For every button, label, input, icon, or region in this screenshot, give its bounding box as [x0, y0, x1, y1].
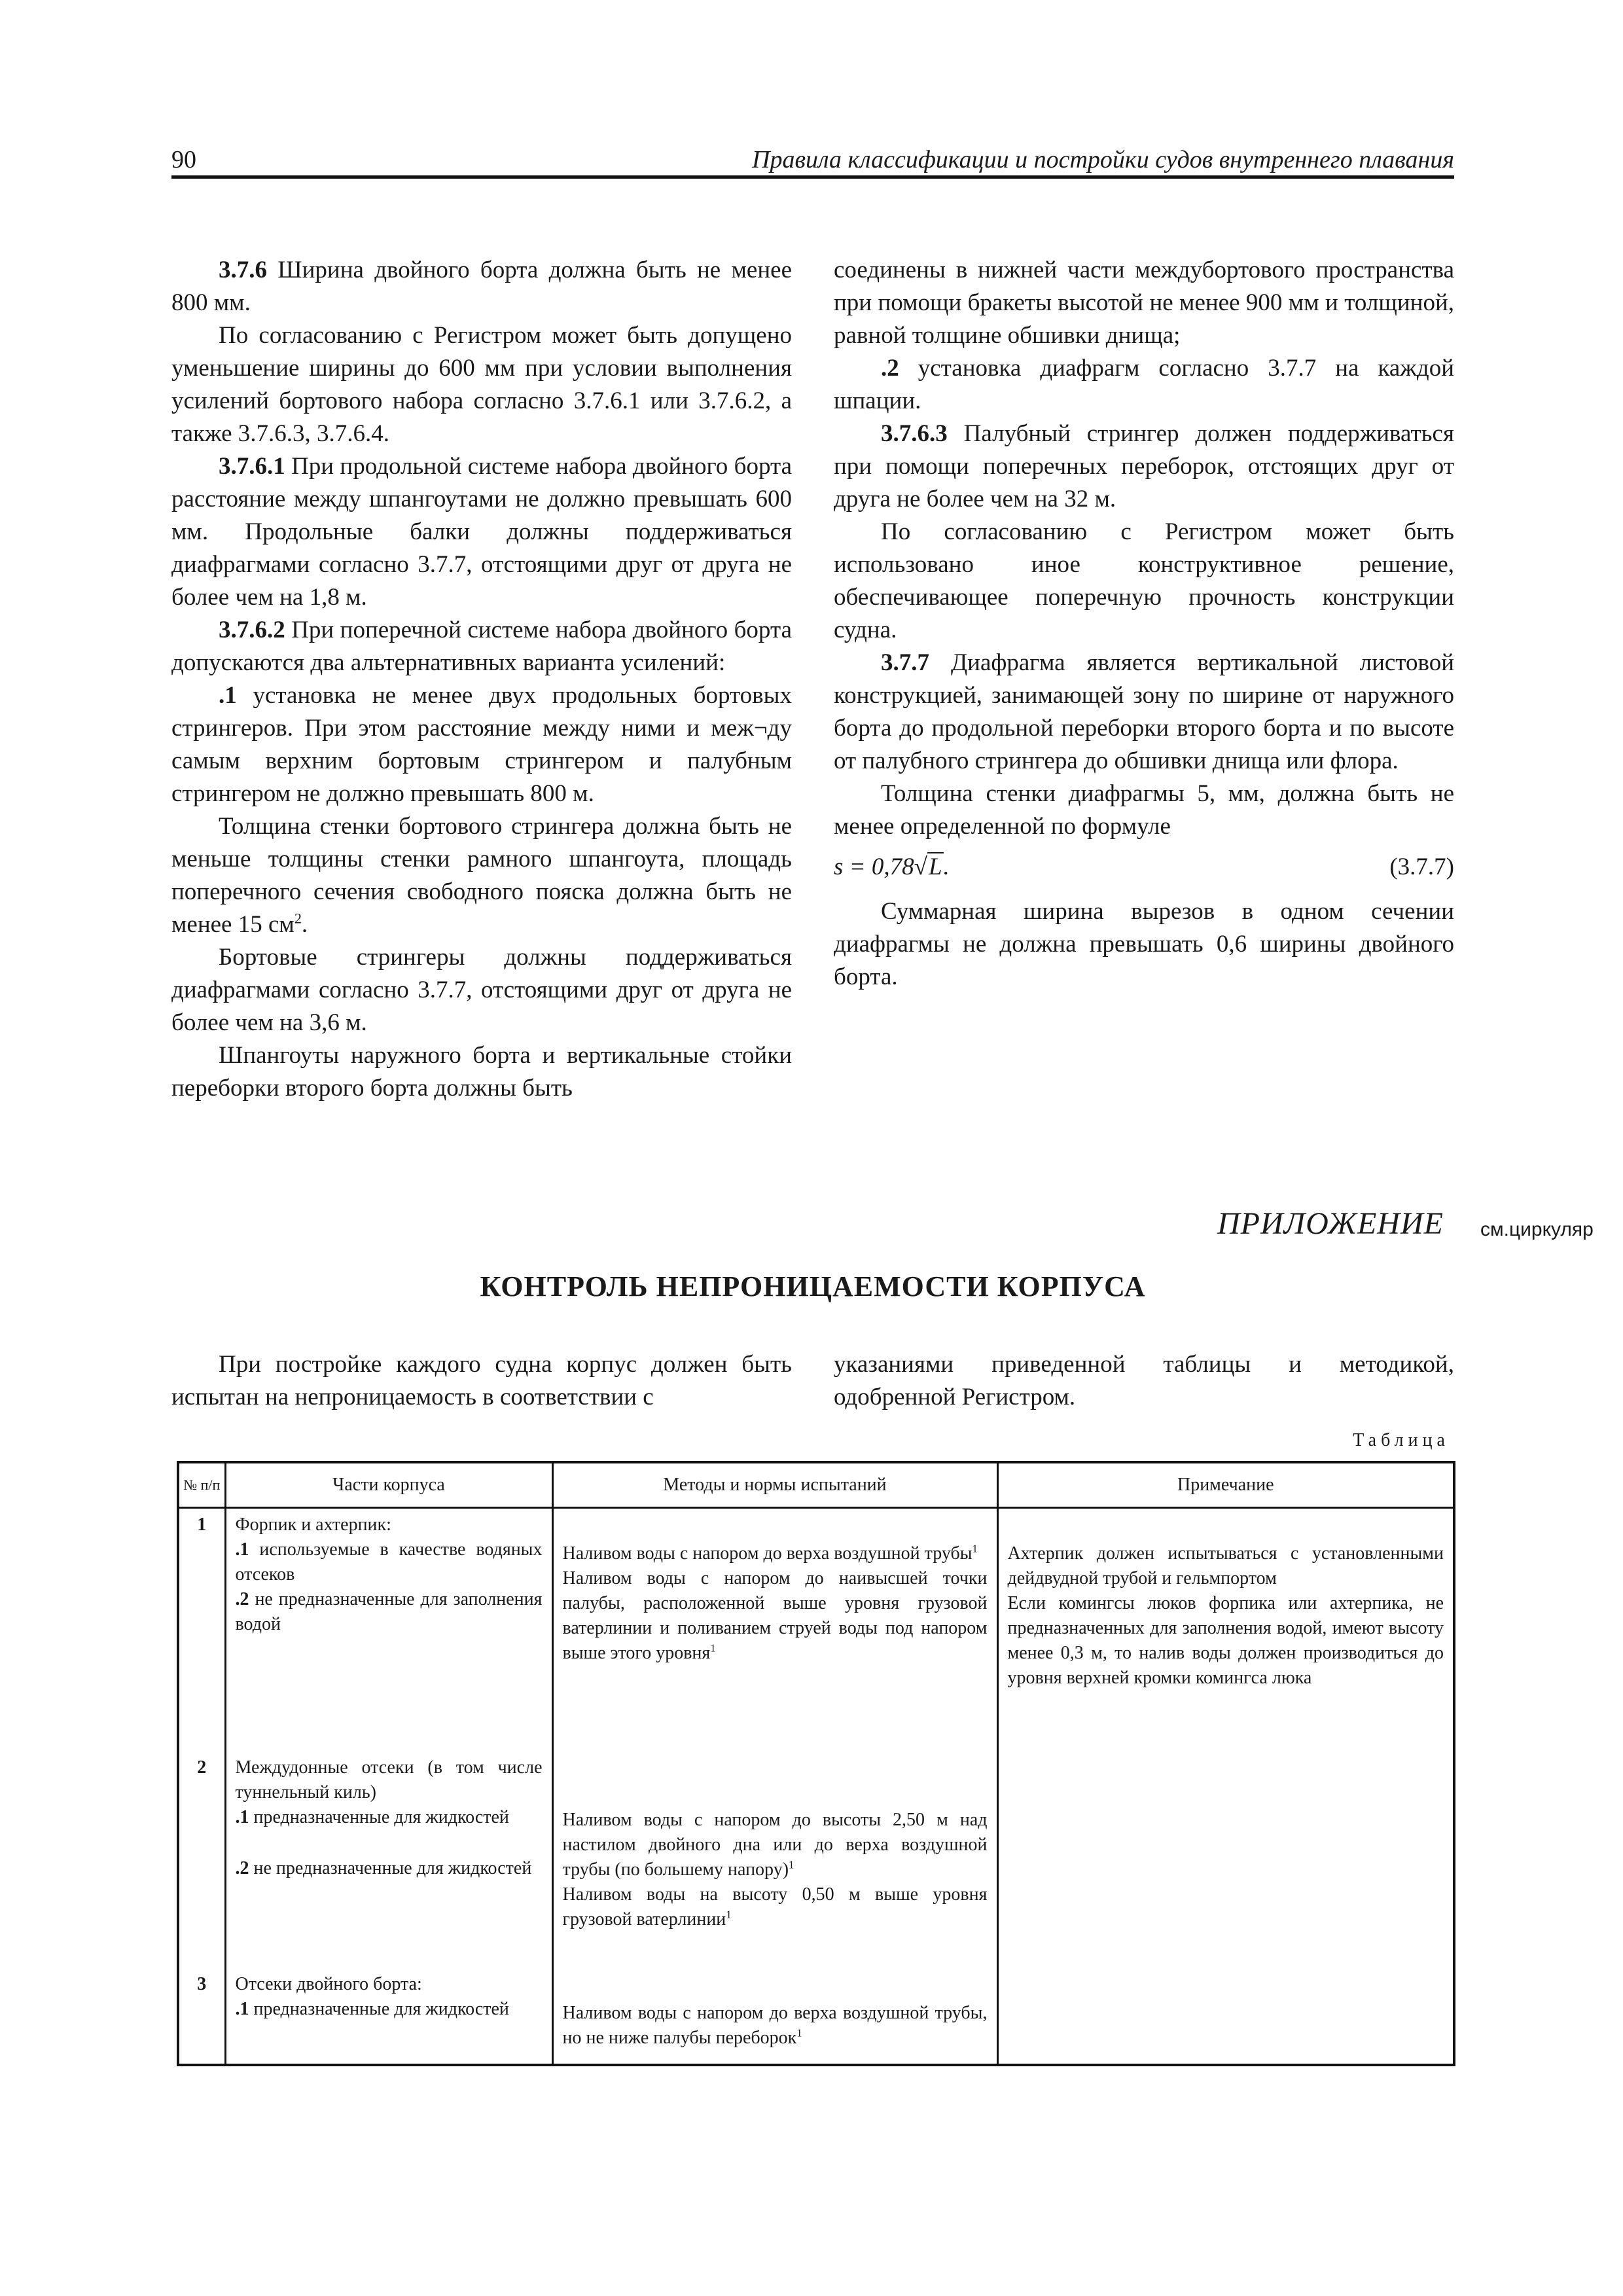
paragraph-reduction: По согласованию с Регистром может быть допущено уменьшение ширины до 600 мм при условии выполнения усилений бортового набора согласно 3.7.6.1 или 3.7.6.2, а также 3.7.6.3, 3.7.6.4. [171, 322, 792, 447]
circular-note: см.циркуляр [1480, 1219, 1594, 1240]
paragraph-option-1 [171, 679, 792, 810]
clause-text: При поперечной системе набора двойного борта допускаются два альтернативных варианта усилений: [171, 617, 792, 676]
clause-text: Толщина стенки бортового стрингера должна быть не меньше толщины стенки рамного шпангоута, площадь поперечного сечения свободного пояска должна быть не менее 15 см [171, 813, 792, 938]
hull-part-cell [225, 1508, 552, 1752]
header-test-methods: Методы и нормы испытаний [552, 1462, 997, 1508]
row-number: 1 [178, 1508, 225, 1752]
note-cell [997, 1968, 1454, 2065]
part-item [236, 1856, 543, 1881]
item-number: .1 [235, 1539, 249, 1560]
clause-text: Палубный стрингер должен поддерживаться при помощи поперечных переборок, отстоящих друг от друга не более чем на 32 м. [834, 420, 1454, 512]
item-text: используемые в качестве водяных отсеков [235, 1539, 543, 1585]
header-hull-parts: Части корпуса [225, 1462, 552, 1508]
method-text: Наливом воды с напором до высоты 2,50 м над настилом двойного дна или до верха воздушной трубы (по большему напору) [562, 1810, 988, 1880]
test-method-cell [552, 1508, 997, 1752]
clause-text: При продольной системе набора двойного борта расстояние между шпангоутами не должно превышать 600 мм. Продольные балки должны поддерживаться диафрагмами согласно 3.7.7, отстоящими друг от друга не более чем на 1,8 м. [171, 453, 792, 611]
method-item [563, 1566, 988, 1666]
paragraph-3-7-6-2 [171, 614, 792, 679]
clause-end: . [301, 911, 308, 938]
part-title: Междудонные отсеки (в том числе туннельный киль) [235, 1757, 543, 1803]
paragraph-option-2 [834, 352, 1454, 418]
formula-number: (3.7.7) [1389, 853, 1454, 880]
paragraph-alternative: По согласованию с Регистром может быть использовано иное конструктивное решение, обеспечивающее поперечную прочность конструкции судна. [834, 518, 1454, 643]
row-number: 2 [178, 1751, 225, 1968]
footnote-mark: 1 [710, 1641, 716, 1655]
clause-number: .2 [881, 355, 899, 382]
part-title: Форпик и ахтерпик: [235, 1515, 391, 1535]
part-item [236, 1537, 543, 1587]
footnote-mark: 1 [789, 1858, 794, 1871]
hull-part-cell [225, 1968, 552, 2065]
table-caption: Таблица [1353, 1430, 1450, 1450]
item-text: не предназначенные для заполнения водой [235, 1589, 543, 1634]
table-row [178, 1751, 1454, 1968]
note-cell [997, 1751, 1454, 1968]
table-row [178, 1508, 1454, 1752]
paragraph-frames: Шпангоуты наружного борта и вертикальные стойки переборки второго борта должны быть [171, 1042, 792, 1102]
hull-tightness-table [177, 1461, 1455, 2066]
paragraph-3-7-6 [171, 254, 792, 319]
appendix-label: ПРИЛОЖЕНИЕ [1217, 1206, 1444, 1241]
part-item [236, 1997, 543, 2022]
footnote-mark: 1 [796, 2026, 802, 2039]
method-text: Наливом воды с напором до наивысшей точки палубы, расположенной выше уровня грузовой ватерлинии и поливанием струей воды под напором выше этого уровня [562, 1568, 988, 1663]
footnote-mark: 1 [972, 1542, 978, 1555]
section-title: КОНТРОЛЬ НЕПРОНИЦАЕМОСТИ КОРПУСА [480, 1270, 1146, 1302]
item-number: .2 [235, 1858, 249, 1878]
paragraph-3-7-7 [834, 647, 1454, 778]
left-column [171, 254, 792, 1105]
part-item [236, 1587, 543, 1637]
item-number: .2 [235, 1589, 249, 1609]
clause-number: 3.7.6.3 [881, 420, 948, 447]
formula-expression [834, 851, 950, 884]
item-text: предназначенные для жидкостей [249, 1807, 509, 1827]
paragraph-cutouts: Суммарная ширина вырезов в одном сечении диафрагмы не должна превышать 0,6 ширины двойного борта. [834, 898, 1454, 990]
table-header-row [178, 1462, 1454, 1508]
footnote-mark: 1 [726, 1908, 732, 1921]
paragraph-continuation: соединены в нижней части междубортового пространства при помощи бракеты высотой не менее 900 мм и толщиной, равной толщине обшивки днища; [834, 257, 1454, 349]
item-number: .1 [235, 1807, 249, 1827]
clause-text: установка не менее двух продольных бортовых стрингеров. При этом расстояние между ними и меж¬ду самым верхним бортовым стрингером и палубным стрингером не должно превышать 800 м. [171, 682, 792, 807]
clause-number: 3.7.6 [219, 257, 267, 283]
method-item [563, 2001, 988, 2051]
method-text: Наливом воды с напором до верха воздушной трубы [562, 1543, 972, 1564]
test-method-cell [552, 1968, 997, 2065]
item-number: .1 [235, 1999, 249, 2019]
hull-part-cell [225, 1751, 552, 1968]
note-cell [997, 1508, 1454, 1752]
right-column [834, 254, 1454, 994]
running-title: Правила классификации и постройки судов внутреннего плавания [752, 146, 1454, 173]
header-notes: Примечание [997, 1462, 1454, 1508]
clause-number: 3.7.7 [881, 649, 929, 676]
paragraph-3-7-6-3 [834, 418, 1454, 516]
method-item [563, 1882, 988, 1932]
header-rule [171, 175, 1454, 179]
clause-text: Ширина двойного борта должна быть не менее 800 мм. [171, 257, 792, 316]
note-text: Если комингсы люков форпика или ахтерпика, не предназначенных для заполнения водой, имеют высоту менее 0,3 м, то налив воды должен производиться до уровня верхней кромки комингса люка [1007, 1593, 1444, 1688]
table-row [178, 1968, 1454, 2065]
clause-text: установка диафрагм согласно 3.7.7 на каждой шпации. [834, 355, 1454, 414]
part-item [236, 1805, 543, 1830]
method-item [563, 1808, 988, 1882]
clause-number: .1 [219, 682, 237, 709]
clause-number: 3.7.6.1 [219, 453, 285, 480]
test-method-cell [552, 1751, 997, 1968]
formula-lhs: s = 0,78 [834, 853, 914, 880]
note-text: Ахтерпик должен испытываться с установленными дейдвудной трубой и гельмпортом [1007, 1543, 1444, 1588]
method-text: Наливом воды с напором до верха воздушной трубы, но не ниже палубы переборок [562, 2003, 988, 2048]
superscript: 2 [294, 910, 302, 927]
part-title: Отсеки двойного борта: [235, 1974, 422, 1994]
clause-number: 3.7.6.2 [219, 617, 285, 643]
paragraph-diaphragm-thickness: Толщина стенки диафрагмы 5, мм, должна быть не менее определенной по формуле [834, 780, 1454, 840]
paragraph-stringer-thickness [171, 810, 792, 941]
intro-text-left: При постройке каждого судна корпус должен быть испытан на непроницаемость в соответствии с [171, 1351, 792, 1410]
paragraph-3-7-6-1 [171, 450, 792, 614]
intro-left [171, 1348, 792, 1414]
clause-text: Диафрагма является вертикальной листовой конструкцией, занимающей зону по ширине от наружного борта до продольной переборки второго борта и по высоте от палубного стрингера до обшивки днища или флора. [834, 649, 1454, 774]
page-number: 90 [171, 146, 196, 173]
row-number: 3 [178, 1968, 225, 2065]
intro-right [834, 1348, 1454, 1414]
item-text: предназначенные для жидкостей [249, 1999, 509, 2019]
header-number: № п/п [178, 1462, 225, 1508]
item-text: не предназначенные для жидкостей [249, 1858, 532, 1878]
paragraph-stringer-support: Бортовые стрингеры должны поддерживаться диафрагмами согласно 3.7.7, отстоящими друг от друга не более чем на 3,6 м. [171, 944, 792, 1036]
intro-text-right: указаниями приведенной таблицы и методикой, одобренной Регистром. [834, 1351, 1454, 1410]
formula-end: . [943, 853, 950, 880]
method-text: Наливом воды на высоту 0,50 м выше уровня грузовой ватерлинии [562, 1884, 988, 1929]
formula-radicand: L [928, 853, 942, 880]
formula-3-7-7 [834, 848, 1454, 888]
method-item [563, 1541, 988, 1566]
sqrt-icon: √ [914, 853, 927, 880]
